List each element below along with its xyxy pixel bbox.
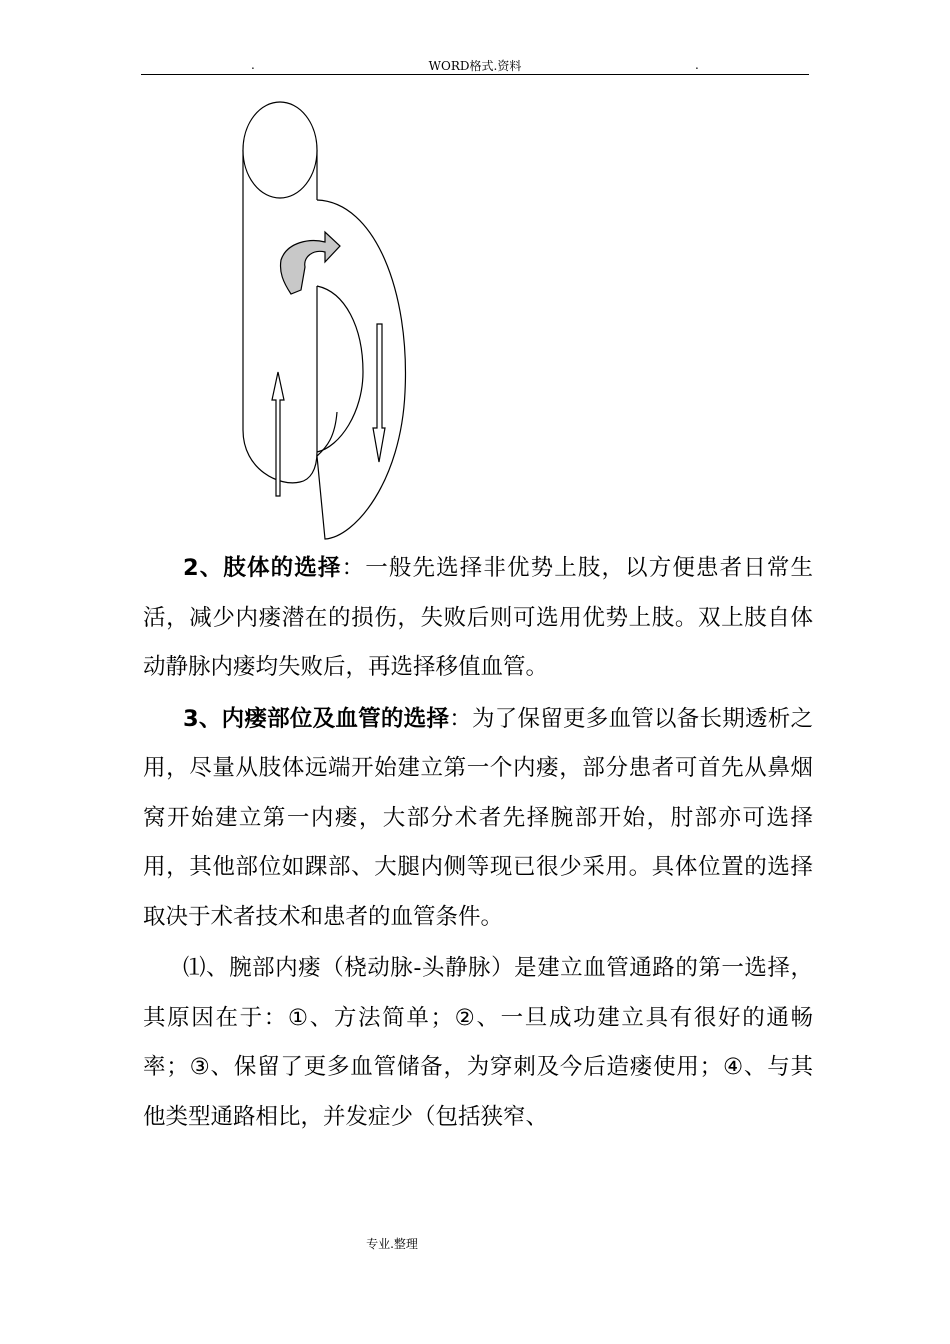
header-dot-right: .: [695, 58, 699, 72]
header-dot-left: .: [251, 58, 255, 72]
section-vessel-selection: [143, 695, 813, 943]
down-arrow-icon: [373, 324, 385, 462]
document-body: [143, 544, 813, 1142]
section-heading: 2、肢体的选择: [183, 555, 342, 581]
cylinder-top-icon: [243, 102, 317, 198]
page-header: [141, 54, 809, 75]
section-heading: 3、内瘘部位及血管的选择: [183, 705, 450, 732]
footer-text: 专业.整理: [366, 1237, 418, 1251]
paragraph-wrist-fistula: ⑴、腕部内瘘（桡动脉-头静脉）是建立血管通路的第一选择，其原因在于：①、方法简单；②、一旦成功建立具有很好的通畅率；③、保留了更多血管储备，为穿刺及今后造瘘使用；④、与其他类型通路相比，并发症少（包括狭窄、: [143, 955, 813, 1130]
section-limb-selection: [143, 544, 813, 693]
fistula-diagram: [225, 92, 425, 542]
loop-vessel-inner: [317, 286, 363, 452]
section-text: ：一般先选择非优势上肢，以方便患者日常生活，减少内瘘潜在的损伤，失败后则可选用优势上肢。双上肢自体动静脉内瘘均失败后，再选择移值血管。: [143, 555, 813, 680]
header-title: WORD格式.资料: [428, 59, 522, 73]
page-footer: [0, 1235, 950, 1252]
section-text: ：为了保留更多血管以备长期透析之用，尽量从肢体远端开始建立第一个内瘘，部分患者可首先从鼻烟窝开始建立第一内瘘，大部分术者先择腕部开始，肘部亦可选择用，其他部位如踝部、大腿内侧等现已很少采用。具体位置的选择取决于术者技术和患者的血管条件。: [143, 705, 813, 930]
